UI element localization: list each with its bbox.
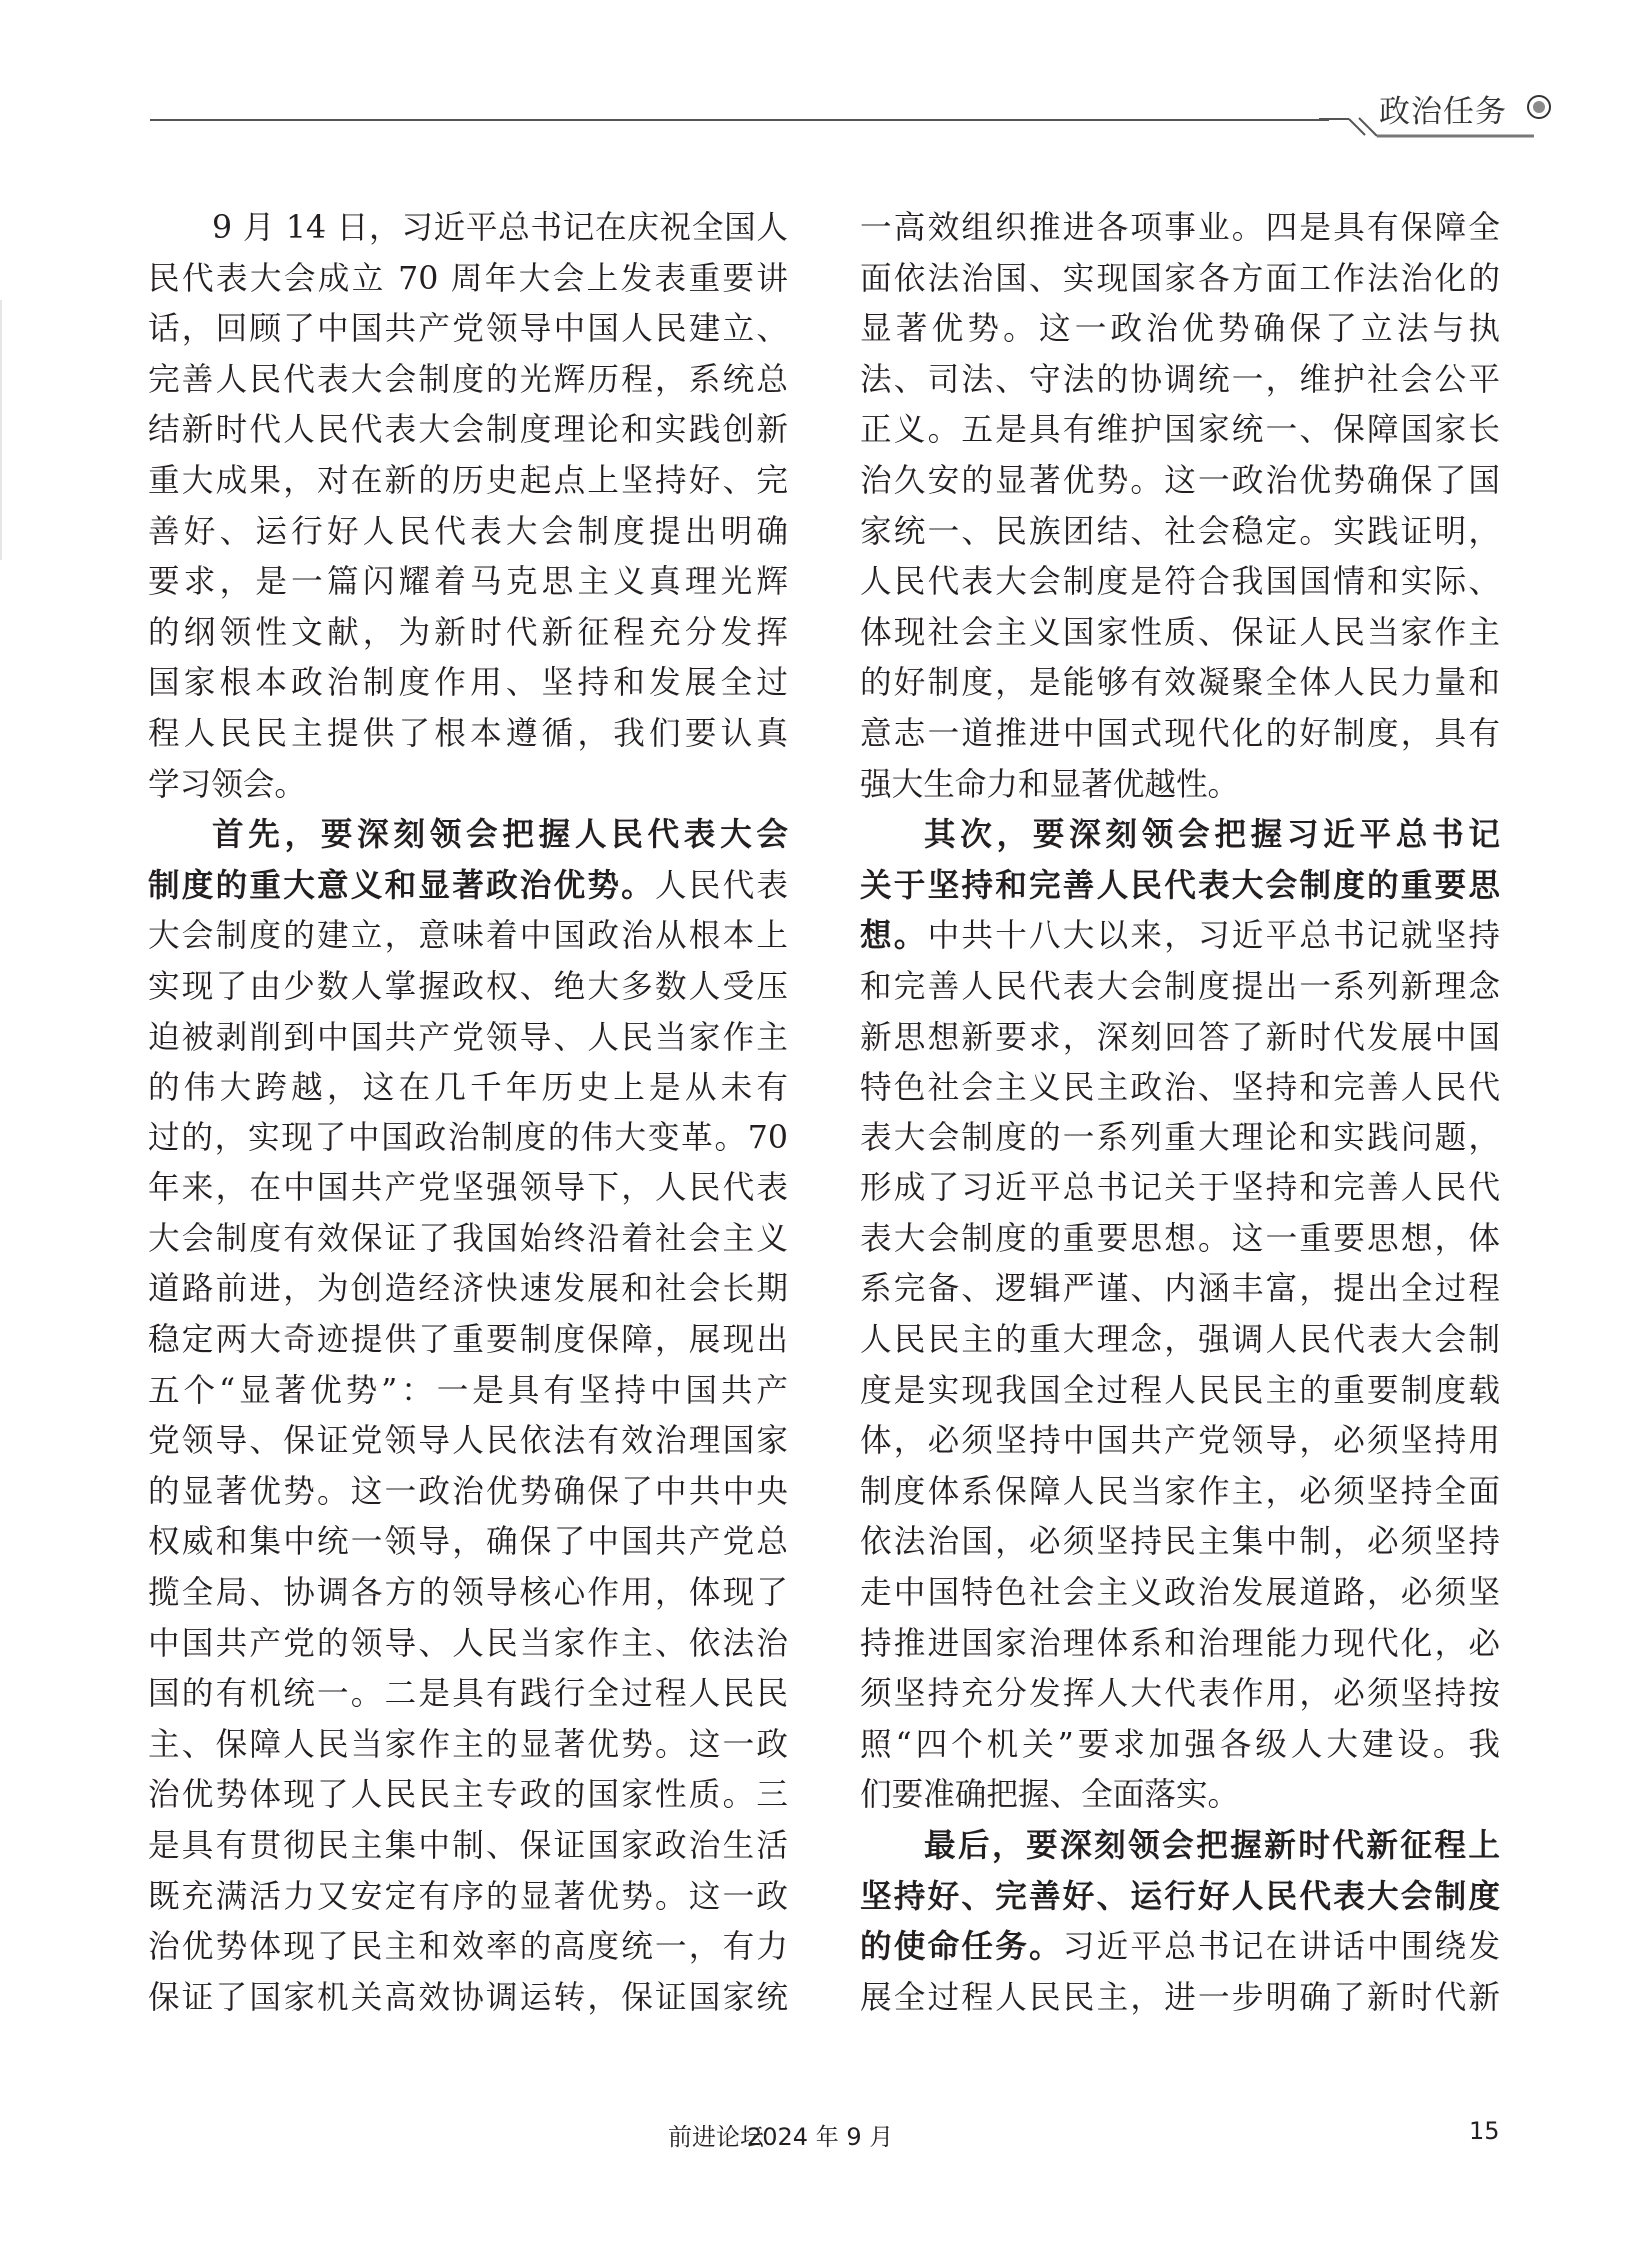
page-edge-rule <box>0 300 2 560</box>
body-text: 道路前进，为创造经济快速发展和社会长期 <box>148 1271 788 1308</box>
text-line <box>148 1315 788 1366</box>
body-text: 治久安的显著优势。这一政治优势确保了国 <box>860 462 1500 499</box>
target-circle-icon <box>1527 95 1551 119</box>
body-text: 善好、运行好人民代表大会制度提出明确 <box>148 513 788 550</box>
body-text: 民代表大会成立 70 周年大会上发表重要讲 <box>148 260 788 297</box>
body-text: 实现了由少数人掌握政权、绝大多数人受压 <box>148 968 788 1005</box>
body-text: 意志一道推进中国式现代化的好制度，具有 <box>860 715 1500 752</box>
body-text: 形成了习近平总书记关于坚持和完善人民代 <box>860 1170 1500 1207</box>
body-text: 的显著优势。这一政治优势确保了中共中央 <box>148 1473 788 1510</box>
text-line <box>860 1163 1500 1214</box>
text-line <box>148 709 788 760</box>
body-text: 走中国特色社会主义政治发展道路，必须坚 <box>860 1575 1500 1612</box>
text-line <box>148 355 788 406</box>
text-line <box>148 1214 788 1265</box>
body-text: 完善人民代表大会制度的光辉历程，系统总 <box>148 361 788 398</box>
body-text: 中共十八大以来，习近平总书记就坚持 <box>927 918 1500 955</box>
text-line <box>148 1517 788 1568</box>
text-line <box>148 254 788 305</box>
body-text: 须坚持充分发挥人大代表作用，必须坚持按 <box>860 1676 1500 1713</box>
text-line <box>148 1163 788 1214</box>
text-line <box>148 1114 788 1164</box>
footer-journal-name: 前进论坛 <box>668 2123 764 2151</box>
body-text: 依法治国，必须坚持民主集中制，必须坚持 <box>860 1524 1500 1561</box>
body-text: 五个“显著优势”：一是具有坚持中国共产 <box>148 1372 788 1409</box>
text-line <box>860 608 1500 659</box>
body-text: 保证了国家机关高效协调运转，保证国家统 <box>148 1979 788 2016</box>
text-line <box>860 1922 1500 1973</box>
text-line <box>860 456 1500 507</box>
body-text: 的纲领性文献，为新时代新征程充分发挥 <box>148 614 788 651</box>
body-text: 人民代表大会制度是符合我国国情和实际、 <box>860 564 1500 601</box>
text-line <box>860 1720 1500 1771</box>
text-line <box>148 1821 788 1872</box>
bold-heading-text: 首先，要深刻领会把握人民代表大会 <box>212 817 788 854</box>
text-line <box>148 1619 788 1670</box>
text-line <box>860 962 1500 1013</box>
body-text: 权威和集中统一领导，确保了中国共产党总 <box>148 1524 788 1561</box>
body-text: 的好制度，是能够有效凝聚全体人民力量和 <box>860 665 1500 702</box>
text-line <box>860 709 1500 760</box>
body-text: 结新时代人民代表大会制度理论和实践创新 <box>148 412 788 449</box>
text-line <box>148 1467 788 1518</box>
body-text: 持推进国家治理体系和治理能力现代化，必 <box>860 1625 1500 1662</box>
text-line <box>860 203 1500 254</box>
text-line <box>148 1973 788 2024</box>
body-text: 揽全局、协调各方的领导核心作用，体现了 <box>148 1575 788 1612</box>
body-text: 一高效组织推进各项事业。四是具有保障全 <box>860 210 1500 246</box>
text-line <box>860 658 1500 709</box>
body-text: 特色社会主义民主政治、坚持和完善人民代 <box>860 1070 1500 1107</box>
body-text: 法、司法、守法的协调统一，维护社会公平 <box>860 361 1500 398</box>
body-text: 人民民主的重大理念，强调人民代表大会制 <box>860 1322 1500 1359</box>
text-line <box>860 1568 1500 1619</box>
text-line <box>860 1517 1500 1568</box>
right-column <box>860 203 1500 2023</box>
text-line <box>860 1872 1500 1923</box>
text-line <box>860 304 1500 355</box>
body-text: 学习领会。 <box>148 766 306 803</box>
body-text: 国的有机统一。二是具有践行全过程人民民 <box>148 1676 788 1713</box>
body-text: 既充满活力又安定有序的显著优势。这一政 <box>148 1878 788 1915</box>
body-text: 要求，是一篇闪耀着马克思主义真理光辉 <box>148 564 788 601</box>
body-text: 中国共产党的领导、人民当家作主、依法治 <box>148 1625 788 1662</box>
text-line <box>860 557 1500 608</box>
text-line <box>860 355 1500 406</box>
text-line <box>860 1821 1500 1872</box>
text-line <box>148 557 788 608</box>
body-text: 党领导、保证党领导人民依法有效治理国家 <box>148 1423 788 1460</box>
text-line <box>148 911 788 962</box>
body-text: 照“四个机关”要求加强各级人大建设。我 <box>860 1726 1500 1763</box>
body-text: 治优势体现了人民民主专政的国家性质。三 <box>148 1777 788 1814</box>
bold-heading-text: 其次，要深刻领会把握习近平总书记 <box>924 817 1500 854</box>
body-text: 迫被剥削到中国共产党领导、人民当家作主 <box>148 1019 788 1056</box>
footer-issue-date: 2024 年 9 月 <box>747 2123 894 2151</box>
text-line <box>148 658 788 709</box>
text-line <box>860 1770 1500 1821</box>
body-text: 话，回顾了中国共产党领导中国人民建立、 <box>148 311 788 348</box>
body-text: 人民代表 <box>654 867 788 904</box>
text-line <box>860 760 1500 811</box>
text-line <box>860 1619 1500 1670</box>
body-text: 表大会制度的一系列重大理论和实践问题， <box>860 1120 1500 1156</box>
body-text: 表大会制度的重要思想。这一重要思想，体 <box>860 1220 1500 1257</box>
bold-heading-text: 坚持好、完善好、运行好人民代表大会制度 <box>860 1878 1500 1915</box>
text-line <box>860 911 1500 962</box>
header-rule <box>150 119 1329 121</box>
text-line <box>148 760 788 811</box>
text-line <box>860 1063 1500 1114</box>
body-text: 制度体系保障人民当家作主，必须坚持全面 <box>860 1473 1500 1510</box>
text-line <box>148 456 788 507</box>
body-text: 大会制度的建立，意味着中国政治从根本上 <box>148 918 788 955</box>
page-number: 15 <box>1469 2117 1500 2145</box>
body-text: 重大成果，对在新的历史起点上坚持好、完 <box>148 462 788 499</box>
body-text: 过的，实现了中国政治制度的伟大变革。70 <box>148 1120 788 1156</box>
body-text: 正义。五是具有维护国家统一、保障国家长 <box>860 412 1500 449</box>
body-text: 显著优势。这一政治优势确保了立法与执 <box>860 311 1500 348</box>
bold-heading-text: 最后，要深刻领会把握新时代新征程上 <box>924 1828 1500 1864</box>
text-line <box>860 405 1500 456</box>
text-line <box>148 861 788 912</box>
text-line <box>860 1315 1500 1366</box>
bold-heading-text: 制度的重大意义和显著政治优势。 <box>148 867 655 904</box>
body-text: 是具有贯彻民主集中制、保证国家政治生活 <box>148 1828 788 1864</box>
body-text: 体，必须坚持中国共产党领导，必须坚持用 <box>860 1423 1500 1460</box>
body-text: 家统一、民族团结、社会稳定。实践证明， <box>860 513 1500 550</box>
text-line <box>148 1720 788 1771</box>
body-text: 国家根本政治制度作用、坚持和发展全过 <box>148 665 788 702</box>
text-line <box>148 1416 788 1467</box>
text-line <box>148 1063 788 1114</box>
text-line <box>860 1264 1500 1315</box>
body-text: 年来，在中国共产党坚强领导下，人民代表 <box>148 1170 788 1207</box>
text-line <box>148 1872 788 1923</box>
text-line <box>148 304 788 355</box>
body-text: 和完善人民代表大会制度提出一系列新理念 <box>860 968 1500 1005</box>
body-text: 主、保障人民当家作主的显著优势。这一政 <box>148 1726 788 1763</box>
text-line <box>860 507 1500 558</box>
text-line <box>860 1416 1500 1467</box>
body-text: 稳定两大奇迹提供了重要制度保障，展现出 <box>148 1322 788 1359</box>
body-text: 治优势体现了民主和效率的高度统一，有力 <box>148 1929 788 1966</box>
text-line <box>148 405 788 456</box>
text-line <box>148 507 788 558</box>
body-text: 系完备、逻辑严谨、内涵丰富，提出全过程 <box>860 1271 1500 1308</box>
text-line <box>148 962 788 1013</box>
body-text: 强大生命力和显著优越性。 <box>860 766 1240 803</box>
body-text: 大会制度有效保证了我国始终沿着社会主义 <box>148 1220 788 1257</box>
text-line <box>860 1669 1500 1720</box>
body-text: 新思想新要求，深刻回答了新时代发展中国 <box>860 1019 1500 1056</box>
text-line <box>148 1366 788 1417</box>
body-text: 度是实现我国全过程人民民主的重要制度载 <box>860 1372 1500 1409</box>
body-text: 9 月 14 日，习近平总书记在庆祝全国人 <box>212 210 788 246</box>
text-line <box>860 1114 1500 1164</box>
body-text: 习近平总书记在讲话中围绕发 <box>1062 1929 1500 1966</box>
body-text: 展全过程人民民主，进一步明确了新时代新 <box>860 1979 1500 2016</box>
text-line <box>860 1013 1500 1064</box>
bold-heading-text: 想。 <box>860 918 928 955</box>
text-line <box>148 1669 788 1720</box>
text-line <box>860 810 1500 861</box>
body-text: 程人民民主提供了根本遵循，我们要认真 <box>148 715 788 752</box>
body-text: 们要准确把握、全面落实。 <box>860 1777 1240 1814</box>
text-line <box>860 254 1500 305</box>
bold-heading-text: 关于坚持和完善人民代表大会制度的重要思 <box>860 867 1500 904</box>
text-line <box>860 861 1500 912</box>
text-line <box>148 1013 788 1064</box>
text-line <box>860 1214 1500 1265</box>
text-line <box>148 608 788 659</box>
body-text: 的伟大跨越，这在几千年历史上是从未有 <box>148 1070 788 1107</box>
text-line <box>148 1922 788 1973</box>
left-column <box>148 203 788 2023</box>
text-line <box>148 1770 788 1821</box>
text-line <box>860 1366 1500 1417</box>
text-line <box>148 203 788 254</box>
text-line <box>148 1264 788 1315</box>
body-text: 面依法治国、实现国家各方面工作法治化的 <box>860 260 1500 297</box>
text-line <box>860 1467 1500 1518</box>
section-title: 政治任务 <box>1379 94 1507 130</box>
bold-heading-text: 的使命任务。 <box>860 1929 1063 1966</box>
text-line <box>148 1568 788 1619</box>
body-text: 体现社会主义国家性质、保证人民当家作主 <box>860 614 1500 651</box>
text-line <box>860 1973 1500 2024</box>
text-line <box>148 810 788 861</box>
